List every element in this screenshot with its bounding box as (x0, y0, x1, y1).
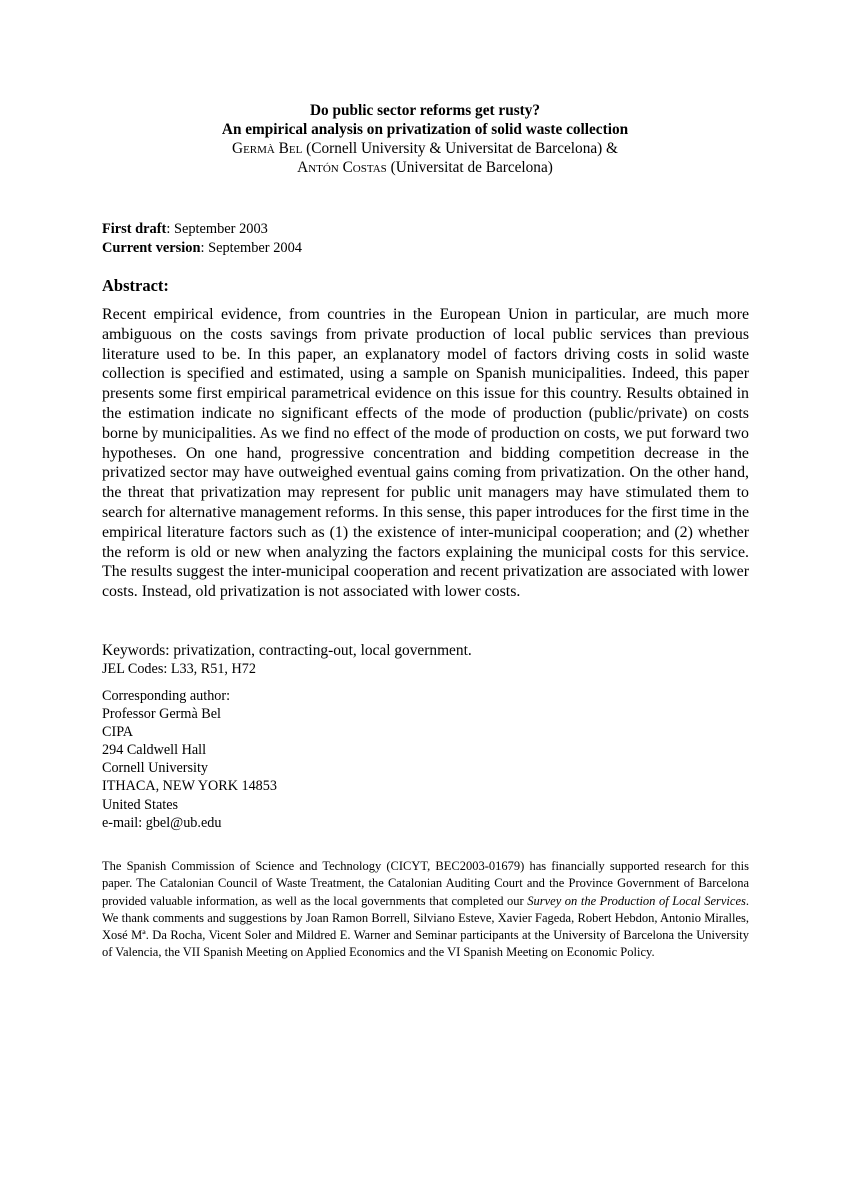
author2-first-name: Antón (297, 159, 339, 176)
paper-title-line-2: An empirical analysis on privatization of solid waste collection (221, 121, 629, 138)
acknowledgment-note (102, 858, 749, 962)
contact-line: Cornell University (102, 760, 208, 777)
draft-dates (102, 220, 749, 258)
first-draft-value: : September 2003 (166, 221, 268, 237)
current-version-value: : September 2004 (200, 240, 302, 256)
keywords: Keywords: privatization, contracting-out, local government. (102, 642, 472, 659)
title-block (0, 101, 850, 177)
contact-line: Professor Germà Bel (102, 706, 221, 723)
contact-line: CIPA (102, 724, 134, 741)
author2-affiliation: (Universitat de Barcelona) (390, 159, 553, 176)
author1-affiliation: (Cornell University & Universitat de Barcelona) & (306, 140, 618, 157)
contact-line: ITHACA, NEW YORK 14853 (102, 778, 277, 795)
current-version-line (102, 239, 749, 258)
contact-line: 294 Caldwell Hall (102, 742, 207, 759)
current-version-label: Current version (102, 240, 201, 256)
author2-last-name: Costas (342, 159, 387, 176)
abstract-text: Recent empirical evidence, from countries in the European Union in particular, are much more ambiguous on the costs savings from private production of local public services than previous literature used to be. In this paper, an explanatory model of factors driving costs in solid waste collection is specified and estimated, using a sample on Spanish municipalities. Indeed, this paper presents some first empirical parametrical evidence on this issue for this country. Results obtained in the estimation indicate no significant effects of the mode of production (public/private) on costs borne by municipalities. As we find no effect of the mode of production on costs, we put forward two hypotheses. On one hand, progressive concentration and bidding competition decrease in the privatized sector may have outweighed eventual gains coming from privatization. On the other hand, the threat that privatization may represent for public unit managers may have stimulated them to search for alternative management reforms. In this sense, this paper introduces for the first time in the empirical literature factors such as (1) the existence of inter-municipal cooperation; and (2) whether the reform is old or new when analyzing the factors explaining the municipal costs for this service. The results suggest the inter-municipal cooperation and recent privatization are associated with lower costs. Instead, old privatization is not associated with lower costs. (102, 306, 749, 601)
corresponding-author-block (102, 687, 749, 832)
paper-title-line-1: Do public sector reforms get rusty? (309, 102, 541, 119)
jel-codes: JEL Codes: L33, R51, H72 (102, 661, 256, 677)
ack-text-end: . We thank comments and suggestions by Joan Ramon Borrell, Silviano Esteve, Xavier Fageda, Robert Hebdon, Antonio Miralles, Xosé Mª. Da Rocha, Vicent Soler and Mildred E. Warner and Seminar participants at the University of Barcelona the University of Valencia, the VII Spanish Meeting on Applied Economics and the VI Spanish Meeting on Economic Policy. (102, 893, 749, 960)
author1-last-name: Bel (278, 140, 303, 157)
ack-text-start: The Spanish Commission of Science and Technology (CICYT, BEC2003-01679) has financially supported research for this paper. The Catalonian Council of Waste Treatment, the Catalonian Auditing Court and the Province Government of Barcelona provided valuable information, as well as the local governments that completed our (102, 859, 749, 908)
contact-line: Corresponding author: (102, 688, 231, 704)
contact-email: e-mail: gbel@ub.edu (102, 814, 222, 831)
ack-survey-title: Survey on the Production of Local Services (527, 893, 746, 908)
author-line-1 (0, 139, 850, 158)
abstract-heading: Abstract: (102, 276, 169, 295)
contact-line: United States (102, 796, 179, 813)
first-draft-label: First draft (102, 221, 167, 237)
first-draft-line (102, 220, 749, 239)
author1-first-name: Germà (232, 140, 275, 157)
author-line-2 (0, 158, 850, 177)
